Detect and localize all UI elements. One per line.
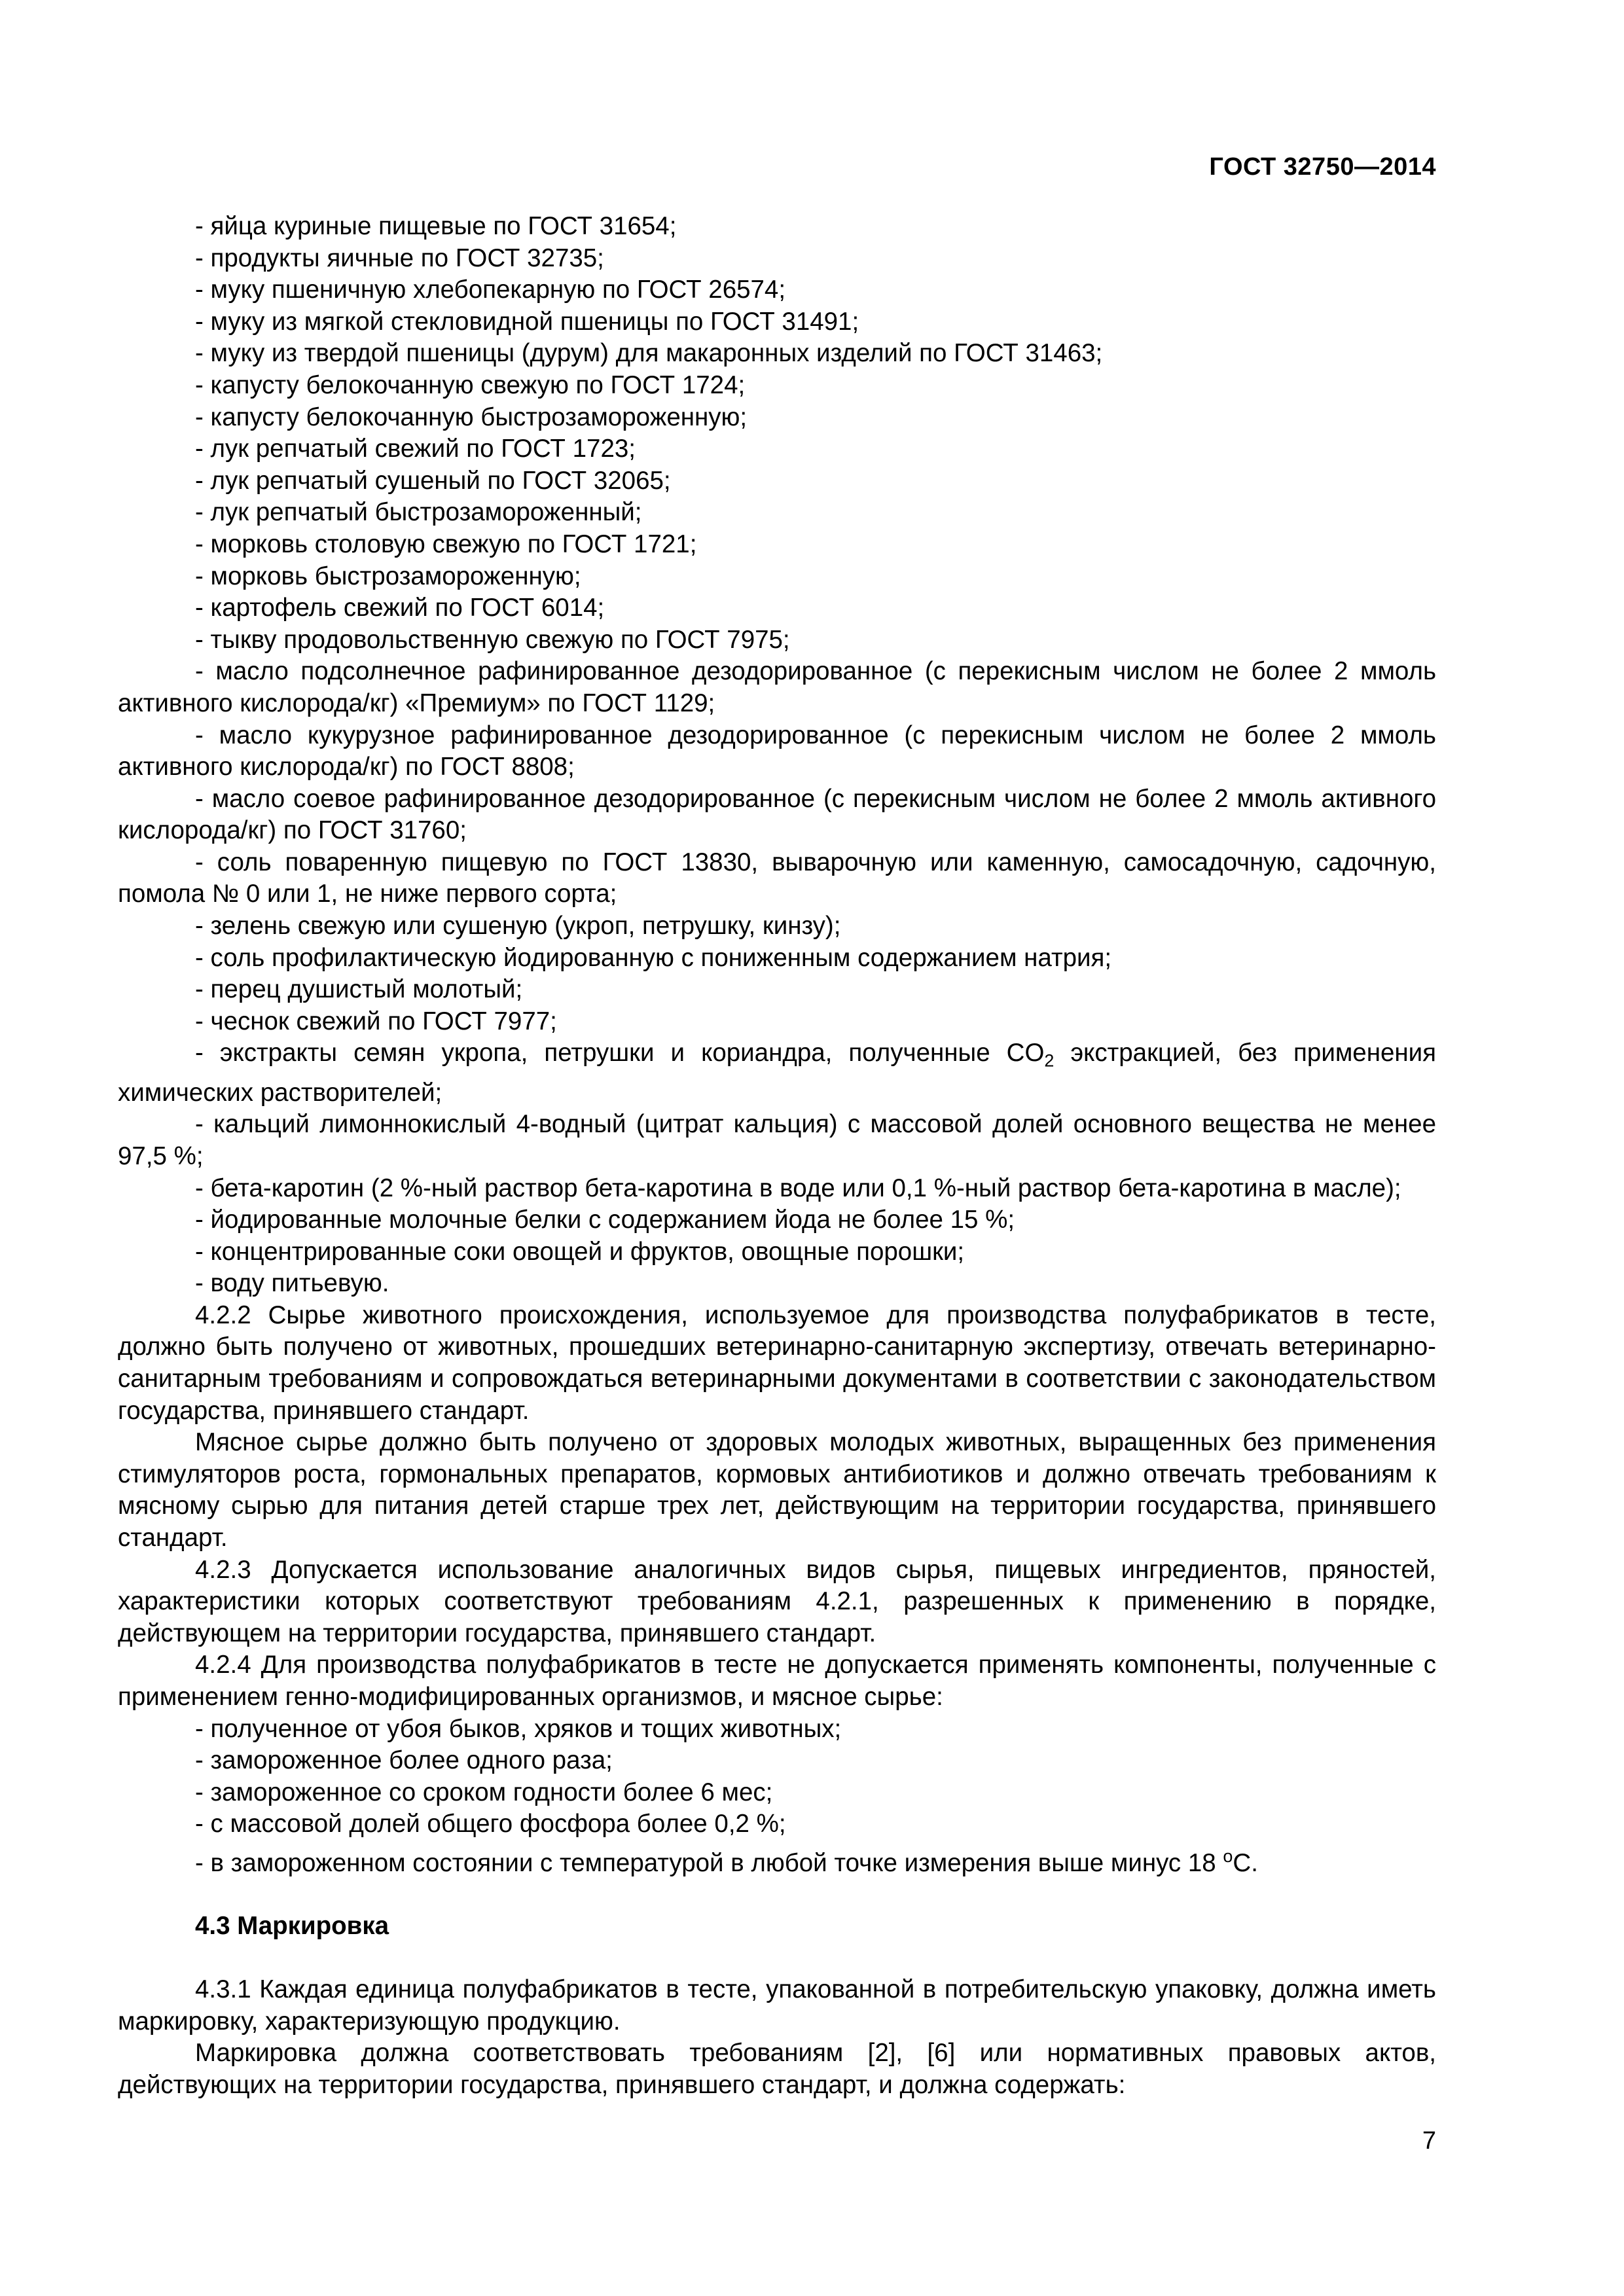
list-item: - лук репчатый сушеный по ГОСТ 32065;	[195, 466, 671, 495]
document-body	[118, 211, 1436, 2101]
list-item: - морковь столовую свежую по ГОСТ 1721;	[195, 529, 697, 558]
list-item: - муку пшеничную хлебопекарную по ГОСТ 26574;	[195, 276, 786, 304]
extracts-text: - экстракты семян укропа, петрушки и кориандра, полученные CO	[195, 1039, 1045, 1067]
paragraph-meat: Мясное сырье должно быть получено от здоровых молодых животных, выращенных без применения стимуляторов роста, гормональных препаратов, кормовых антибиотиков и должно отвечать требованиям к мясному сырью для питания детей старше трех лет, действующим на территории государства, принявшего стандарт.	[118, 1428, 1436, 1552]
paragraph-4-2-2: 4.2.2 Сырье животного происхождения, используемое для производства полуфабрикатов в тесте, должно быть получено от животных, прошедших ветеринарно-санитарную экспертизу, отвечать ветеринарно-санитарным требованиям и сопровождаться ветеринарными документами в соответствии с законодательством государства, принявшего стандарт.	[118, 1300, 1436, 1425]
extracts-text-after: экстракцией, без применения химических растворителей;	[118, 1039, 1436, 1107]
paragraph-marking: Маркировка должна соответствовать требованиям [2], [6] или нормативных правовых актов, действующих на территории государства, принявшего стандарт, и должна содержать:	[118, 2039, 1436, 2099]
ingredient-list-3	[118, 1204, 1436, 1300]
list-item: - замороженное более одного раза;	[195, 1746, 613, 1775]
list-item-sunflower-oil: - масло подсолнечное рафинированное дезодорированное (с перекисным числом не более 2 ммоль активного кислорода/кг) «Премиум» по ГОСТ 1129;	[118, 657, 1436, 717]
list-item: - соль профилактическую йодированную с пониженным содержанием натрия;	[195, 943, 1112, 972]
list-item: - муку из твердой пшеницы (дурум) для макаронных изделий по ГОСТ 31463;	[195, 339, 1103, 368]
list-item: - муку из мягкой стекловидной пшеницы по ГОСТ 31491;	[195, 307, 859, 336]
list-item-soy-oil: - масло соевое рафинированное дезодорированное (с перекисным числом не более 2 ммоль активного кислорода/кг) по ГОСТ 31760;	[118, 784, 1436, 845]
list-item: - воду питьевую.	[195, 1269, 389, 1298]
ingredient-list-2	[118, 910, 1436, 1037]
list-item: - чеснок свежий по ГОСТ 7977;	[195, 1007, 557, 1035]
ingredient-list	[118, 211, 1436, 656]
list-item: - полученное от убоя быков, хряков и тощих животных;	[195, 1714, 842, 1743]
list-item-salt: - соль поваренную пищевую по ГОСТ 13830, выварочную или каменную, самосадочную, садочную, помола № 0 или 1, не ниже первого сорта;	[118, 848, 1436, 908]
list-item-calcium: - кальций лимоннокислый 4-водный (цитрат кальция) с массовой долей основного вещества не менее 97,5 %;	[118, 1110, 1436, 1170]
list-item-corn-oil: - масло кукурузное рафинированное дезодорированное (с перекисным числом не более 2 ммоль активного кислорода/кг) по ГОСТ 8808;	[118, 721, 1436, 781]
paragraph-4-3-1: 4.3.1 Каждая единица полуфабрикатов в тесте, упакованной в потребительскую упаковку, должна иметь маркировку, характеризующую продукцию.	[118, 1975, 1436, 2036]
excluded-meat-list	[118, 1713, 1436, 1880]
list-item-beta-carotene: - бета-каротин (2 %-ный раствор бета-каротина в воде или 0,1 %-ный раствор бета-каротина в масле);	[195, 1174, 1401, 1202]
list-item: - лук репчатый свежий по ГОСТ 1723;	[195, 435, 636, 463]
list-item: - яйца куриные пищевые по ГОСТ 31654;	[195, 212, 677, 240]
subscript: 2	[1044, 1051, 1055, 1071]
document-header: ГОСТ 32750—2014	[1209, 153, 1436, 181]
list-item: - лук репчатый быстрозамороженный;	[195, 498, 642, 527]
page-number: 7	[1422, 2127, 1436, 2155]
paragraph-4-2-4: 4.2.4 Для производства полуфабрикатов в тесте не допускается применять компоненты, полученные с применением генно-модифицированных организмов, и мясное сырье:	[118, 1651, 1436, 1711]
list-item-text: - в замороженном состоянии с температурой в любой точке измерения выше минус 18	[195, 1848, 1223, 1877]
paragraph-4-2-3: 4.2.3 Допускается использование аналогичных видов сырья, пищевых ингредиентов, пряностей, характеристики которых соответствуют требованиям 4.2.1, разрешенных к применению в порядке, действующем на территории государства, принявшего стандарт.	[118, 1555, 1436, 1647]
list-item: - продукты яичные по ГОСТ 32735;	[195, 243, 604, 272]
list-item: - йодированные молочные белки с содержанием йода не более 15 %;	[195, 1206, 1015, 1234]
list-item: - капусту белокочанную быстрозамороженную;	[195, 403, 748, 431]
list-item: - морковь быстрозамороженную;	[195, 562, 581, 590]
list-item: - картофель свежий по ГОСТ 6014;	[195, 594, 605, 622]
list-item: - замороженное со сроком годности более 6 мес;	[195, 1778, 773, 1806]
section-title: 4.3 Маркировка	[195, 1912, 389, 1941]
list-item: - концентрированные соки овощей и фруктов, овощные порошки;	[195, 1237, 965, 1266]
list-item	[118, 1840, 1436, 1879]
list-item-extracts	[118, 1037, 1436, 1109]
superscript: o	[1223, 1846, 1233, 1866]
list-item: - зелень свежую или сушеную (укроп, петрушку, кинзу);	[195, 912, 841, 941]
list-item: - с массовой долей общего фосфора более 0,2 %;	[195, 1810, 786, 1839]
list-item: - тыкву продовольственную свежую по ГОСТ 7975;	[195, 625, 790, 654]
list-item: - перец душистый молотый;	[195, 975, 523, 1004]
list-item: - капусту белокочанную свежую по ГОСТ 1724;	[195, 370, 746, 399]
list-item-text-after: С.	[1233, 1848, 1258, 1877]
